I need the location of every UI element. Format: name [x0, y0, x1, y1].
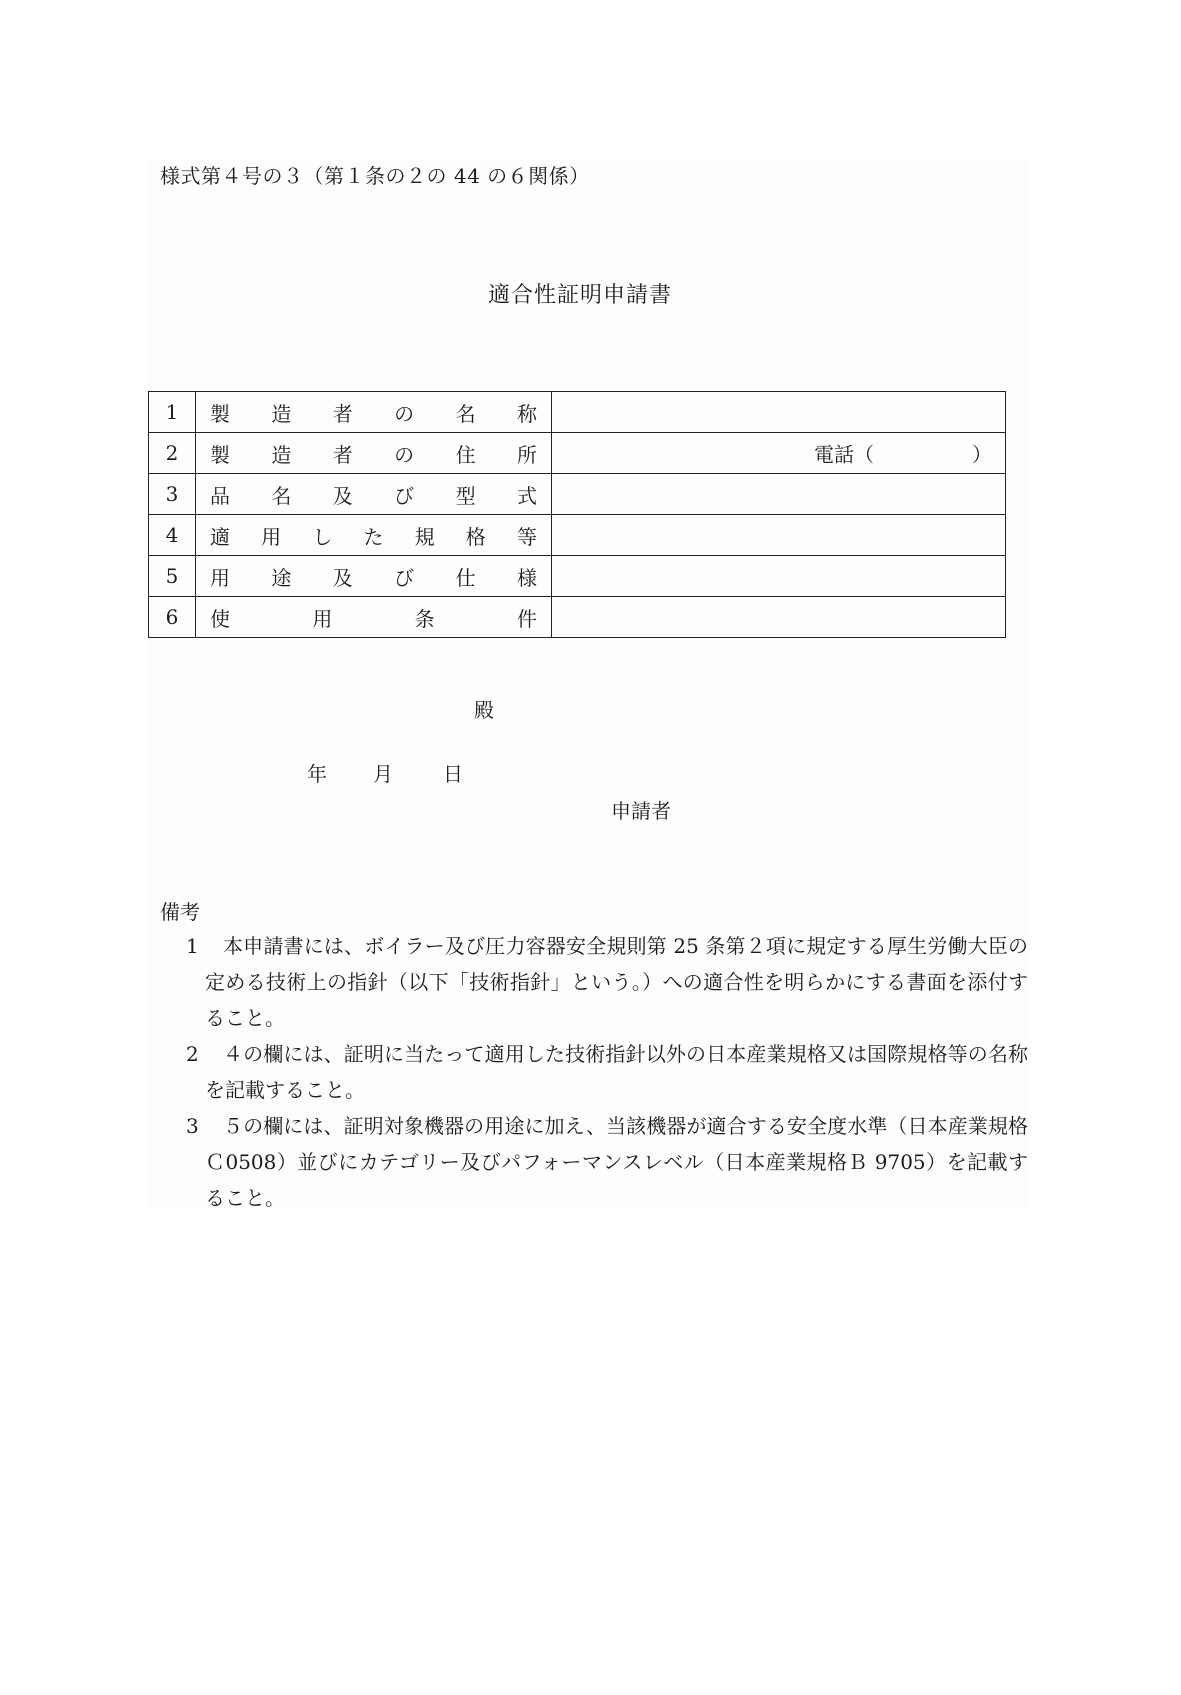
- row-label: [196, 433, 552, 474]
- label-char: 者: [332, 442, 353, 467]
- row-label: [196, 392, 552, 433]
- note-item: [186, 1108, 1028, 1216]
- row-label: [196, 515, 552, 556]
- label-char: し: [312, 524, 333, 549]
- label-char: 用: [261, 524, 282, 549]
- table-row: [149, 556, 1006, 597]
- label-char: 途: [271, 565, 292, 590]
- label-char: び: [394, 483, 415, 508]
- applicant-label: 申請者: [611, 799, 671, 823]
- table-row: [149, 433, 1006, 474]
- row-label-text: [196, 480, 551, 509]
- row-label-text: [196, 439, 551, 468]
- label-char: 製: [210, 442, 230, 467]
- row-label-text: [196, 562, 551, 591]
- application-table: [148, 391, 1006, 638]
- date-month-label: 月: [373, 762, 393, 786]
- label-char: 者: [332, 401, 353, 426]
- label-char: 等: [516, 524, 537, 549]
- note-text: ４の欄には、証明に当たって適用した技術指針以外の日本産業規格又は国際規格等の名称を記載すること。: [205, 1042, 1028, 1102]
- label-char: 格: [465, 524, 486, 549]
- label-char: 条: [414, 606, 435, 631]
- label-char: の: [394, 442, 415, 467]
- label-char: 用: [312, 606, 333, 631]
- label-char: 及: [332, 483, 353, 508]
- note-number: 3: [186, 1114, 199, 1138]
- table-row: [149, 515, 1006, 556]
- row-label-text: [196, 521, 551, 550]
- row-label: [196, 556, 552, 597]
- label-char: 式: [516, 483, 537, 508]
- label-char: 名: [271, 483, 292, 508]
- label-char: び: [394, 565, 415, 590]
- note-text: ５の欄には、証明対象機器の用途に加え、当該機器が適合する安全度水準（日本産業規格Ｃ0508）並びにカテゴリー及びパフォーマンスレベル（日本産業規格Ｂ 9705）を記載すること。: [205, 1114, 1028, 1210]
- row-number: 6: [149, 597, 196, 638]
- row-value-field[interactable]: [552, 556, 1006, 597]
- label-char: 所: [516, 442, 537, 467]
- label-char: 称: [516, 401, 537, 426]
- addressee-honorific: 殿: [474, 698, 494, 722]
- label-char: 件: [516, 606, 537, 631]
- label-char: 製: [210, 401, 230, 426]
- row-value-field[interactable]: [552, 392, 1006, 433]
- document-title: 適合性証明申請書: [488, 283, 673, 308]
- label-char: 用: [210, 565, 230, 590]
- note-number: 2: [186, 1042, 199, 1066]
- label-char: 仕: [455, 565, 476, 590]
- note-text: 本申請書には、ボイラー及び圧力容器安全規則第 25 条第２項に規定する厚生労働大臣の定める技術上の指針（以下「技術指針」という。）への適合性を明らかにする書面を添付すること。: [205, 934, 1028, 1030]
- label-char: 造: [271, 401, 292, 426]
- row-label-text: [196, 398, 551, 427]
- row-number: 3: [149, 474, 196, 515]
- label-char: 規: [414, 524, 435, 549]
- note-number: 1: [186, 934, 199, 958]
- note-item: [186, 1036, 1028, 1108]
- table-row: [149, 597, 1006, 638]
- table-row: [149, 474, 1006, 515]
- label-char: 造: [271, 442, 292, 467]
- row-number: 2: [149, 433, 196, 474]
- note-item: [186, 928, 1028, 1036]
- label-char: 適: [210, 524, 230, 549]
- label-char: の: [394, 401, 415, 426]
- form-number: 様式第４号の３（第１条の２の 44 の６関係）: [160, 164, 590, 188]
- row-number: 1: [149, 392, 196, 433]
- row-label-text: [196, 603, 551, 632]
- label-char: 及: [332, 565, 353, 590]
- label-char: 住: [455, 442, 476, 467]
- notes-heading: 備考: [160, 900, 200, 924]
- telephone-close-paren: ）: [972, 442, 992, 467]
- row-value-field[interactable]: [552, 597, 1006, 638]
- row-value-field[interactable]: [552, 515, 1006, 556]
- row-label: [196, 474, 552, 515]
- label-char: 様: [516, 565, 537, 590]
- row-value-field[interactable]: [552, 474, 1006, 515]
- label-char: 品: [210, 483, 230, 508]
- row-value-field[interactable]: [552, 433, 1006, 474]
- label-char: 型: [455, 483, 476, 508]
- telephone-label: 電話（: [814, 442, 874, 467]
- date-day-label: 日: [443, 762, 463, 786]
- row-number: 5: [149, 556, 196, 597]
- date-year-label: 年: [307, 762, 327, 786]
- label-char: 使: [210, 606, 230, 631]
- row-number: 4: [149, 515, 196, 556]
- table-row: [149, 392, 1006, 433]
- label-char: 名: [455, 401, 476, 426]
- row-label: [196, 597, 552, 638]
- label-char: た: [363, 524, 384, 549]
